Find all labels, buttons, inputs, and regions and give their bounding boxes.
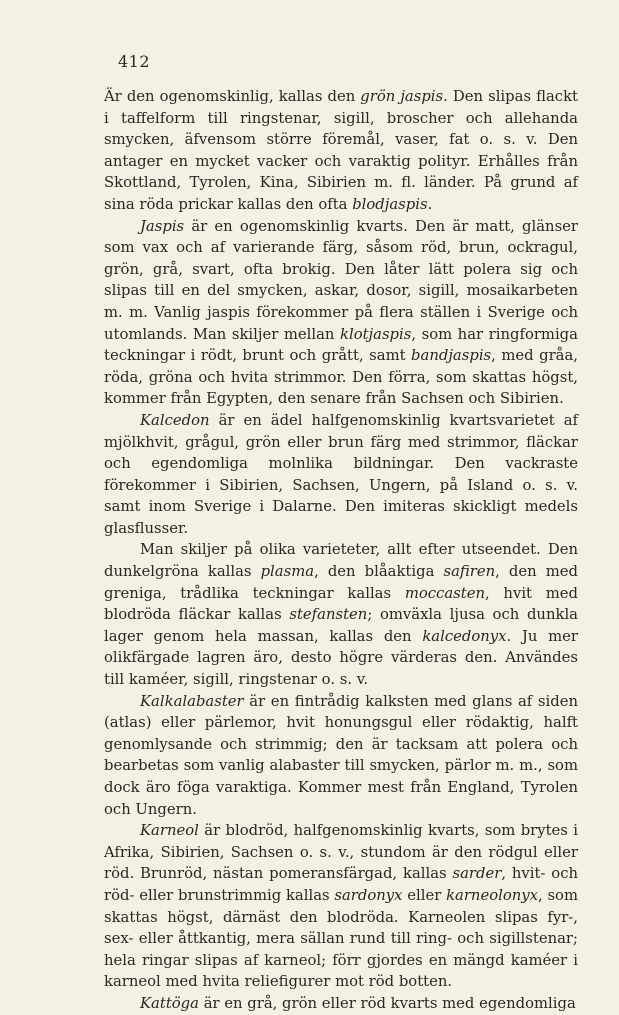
text-run: ; omväxla ljusa och dunkla lager genom hela massan, kallas den xyxy=(104,606,578,645)
text-run: , som har ringformiga teckningar i rödt, brunt och grått, samt xyxy=(104,325,578,365)
italic-term: grön jaspis xyxy=(360,88,444,105)
text-run: är en fintrådig kalksten med glans af siden (atlas) eller pärlemor, hvit honungsgul eller rödaktig, halft genomlysande och strimmig; den är tacksam att polera och bearbetas som vanlig alabaster till smycken, pärlor m. m., som dock äro föga varaktiga. Kommer mest från England, Tyrolen och Ungern. xyxy=(104,692,578,818)
italic-term: Kattöga xyxy=(140,994,199,1012)
page-number: 412 xyxy=(118,52,151,71)
italic-term: Karneol xyxy=(140,822,199,840)
text-run: , hvit med blodröda fläckar kallas xyxy=(104,584,578,624)
italic-term: plasma xyxy=(260,563,315,581)
text-run: , med gråa, röda, gröna och hvita strimmor. Den förra, som skattas högst, kommer från Egypten, den senare från Sachsen och Sibirien. xyxy=(104,347,578,408)
italic-term: safiren xyxy=(443,563,496,581)
body-text xyxy=(104,86,578,1015)
text-run: , den med greniga, trådlika teckningar kallas xyxy=(104,563,578,602)
paragraph-varieties xyxy=(104,539,578,690)
italic-term: sardonyx xyxy=(334,886,403,904)
italic-term: kalcedonyx xyxy=(422,627,507,645)
paragraph-jaspis xyxy=(104,216,578,410)
text-run: Man skiljer på olika varieteter, allt efter utseendet. Den dunkelgröna kallas xyxy=(104,541,578,581)
text-run: . Ju mer olikfärgade lagren äro, desto högre värderas den. Användes till kaméer, sigill, ringstenar o. s. v. xyxy=(104,627,579,689)
text-run: är en ädel halfgenomskinlig kvartsvarietet af mjölkhvit, grågul, grön eller brun färg med strimmor, fläckar och egendomliga molnlika bildningar. Den vackraste förekommer i Sibirien, Sachsen, Ungern, på Island o. s. v. samt inom Sverige i Dalarne. Den imiteras skickligt medels glasflusser. xyxy=(104,411,578,537)
paragraph-karneol xyxy=(104,820,578,993)
text-run: . xyxy=(427,195,433,213)
italic-term: bandjaspis xyxy=(411,347,492,365)
italic-term: klotjaspis xyxy=(340,325,412,343)
paragraph-1 xyxy=(104,86,578,216)
text-run: är en grå, grön eller röd kvarts med egendomliga xyxy=(198,994,576,1012)
italic-term: blodjaspis xyxy=(352,195,428,213)
text-run: . Den slipas flackt i taffelform till ringstenar, sigill, broscher och allehanda smycken, äfvensom större föremål, vaser, fat o. s. v. Den antager en mycket vacker och varaktig polityr. Erhålles från Skottland, Tyrolen, Kina, Sibirien m. fl. länder. På grund af sina röda prickar kallas den ofta xyxy=(104,88,578,213)
italic-term: Jaspis xyxy=(140,217,185,235)
text-run: , som skattas högst, därnäst den blodröda. Karneolen slipas fyr-, sex- eller åttkantig, mera sällan rund till ring- och sigillstenar; hela ringar slipas af karneol; förr gjordes en mängd kaméer i karneol med hvita reliefigurer mot röd botten. xyxy=(104,886,578,991)
paragraph-kalkalabaster xyxy=(104,691,578,821)
text-run: eller xyxy=(402,886,447,904)
text-run: , hvit- och röd- eller brunstrimmig kallas xyxy=(104,865,579,904)
italic-term: stefansten xyxy=(289,606,368,624)
italic-term: Kalkalabaster xyxy=(140,692,244,710)
italic-term: moccasten xyxy=(404,584,485,602)
text-run: är blodröd, halfgenomskinlig kvarts, som brytes i Afrika, Sibirien, Sachsen o. s. v., stundom är den rödgul eller röd. Brunröd, nästan pomeransfärgad, kallas xyxy=(104,822,578,883)
italic-term: sarder xyxy=(452,865,502,883)
italic-term: Kalcedon xyxy=(140,411,210,429)
paragraph-kalcedon xyxy=(104,410,578,540)
text-run: Är den ogenomskinlig, kallas den xyxy=(104,88,361,105)
italic-term: karneolonyx xyxy=(446,886,538,904)
text-run: , den blåaktiga xyxy=(314,563,444,581)
text-run: är en ogenomskinlig kvarts. Den är matt, glänser som vax och af varierande färg, såsom röd, brun, ockragul, grön, grå, svart, ofta brokig. Den låter lätt polera sig och slipas till en del smycken, askar, dosor, sigill, mosaikarbeten m. m. Vanlig jaspis förekommer på flera ställen i Sverige och utomlands. Man skiljer mellan xyxy=(104,217,578,343)
paragraph-kattoga xyxy=(104,993,578,1015)
